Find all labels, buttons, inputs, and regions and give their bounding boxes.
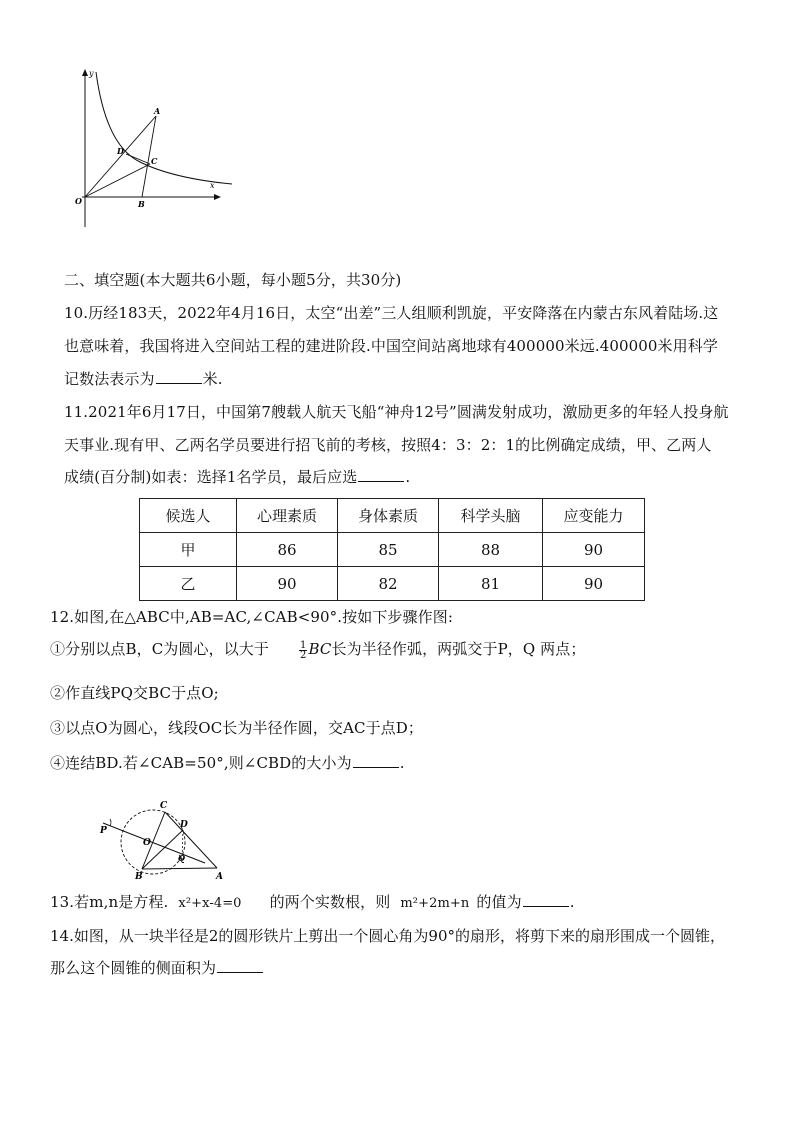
q11-answer-blank[interactable] (358, 467, 404, 482)
table-cell: 88 (439, 533, 543, 567)
q10-answer-blank[interactable] (156, 369, 202, 384)
q12-step3: ③以点O为圆心，线段OC长为半径作圆，交AC于点D； (50, 719, 424, 737)
label-A: A (216, 872, 223, 880)
bc-variable: BC (308, 640, 332, 658)
label-Q: Q (178, 853, 185, 863)
q10-line2: 也意味着，我国将进入空间站工程的建进阶段.中国空间站离地球有400000米远.400000米用科学 (64, 337, 718, 355)
table-header-cell: 应变能力 (543, 499, 645, 533)
q12-step4-before: ④连结BD.若∠CAB=50°,则∠CBD的大小为 (50, 754, 352, 772)
q12-answer-blank[interactable] (353, 753, 399, 768)
q10-line1: 10.历经183天，2022年4月16日，太空“出差”三人组顺利凯旋，平安降落在内蒙古东风着陆场.这 (64, 304, 719, 322)
label-D: D (117, 146, 124, 156)
label-O: O (75, 196, 82, 206)
fraction-one-half: $\frac{1}{2}$ (300, 639, 307, 661)
segment-AB (142, 868, 217, 869)
label-A: A (154, 106, 161, 116)
q11-text-before: 成绩(百分制)如表：选择1名学员，最后应选 (64, 468, 358, 486)
triangle-construction-figure (95, 795, 235, 880)
table-header-cell: 科学头脑 (439, 499, 543, 533)
q14-line1: 14.如图，从一块半径是2的圆形铁片上剪出一个圆心角为90°的扇形，将剪下来的扇形围成一个圆锥， (50, 927, 725, 945)
q10-text-before: 记数法表示为 (64, 370, 155, 388)
table-cell: 82 (338, 567, 439, 601)
q12-step4 (50, 753, 405, 773)
table-cell: 90 (237, 567, 338, 601)
q14-answer-blank[interactable] (217, 958, 263, 973)
label-x: x (210, 181, 215, 190)
table-cell: 甲 (140, 533, 237, 567)
table-cell: 81 (439, 567, 543, 601)
label-D: D (180, 820, 188, 830)
q11-text-after: . (405, 468, 411, 486)
table-cell: 90 (543, 533, 645, 567)
q11-line3 (64, 467, 410, 487)
label-C: C (160, 801, 168, 811)
q13-answer-blank[interactable] (523, 892, 569, 907)
score-table (139, 498, 645, 601)
table-cell: 乙 (140, 567, 237, 601)
arc-mark-P (110, 819, 111, 826)
label-C: C (151, 156, 158, 166)
label-y: y (89, 69, 94, 78)
q13-suffix: 的值为 (476, 893, 522, 911)
q10-line3 (64, 369, 223, 389)
hyperbola-curve (96, 72, 232, 184)
q12-step1-before: ①分别以点B，C为圆心，以大于 (50, 640, 270, 658)
label-B: B (138, 199, 145, 209)
segment-OC (85, 164, 150, 197)
q12-step4-after: . (399, 754, 405, 772)
q12-intro: 12.如图,在△ABC中,AB=AC,∠CAB<90°.按如下步骤作图: (50, 608, 453, 626)
q14-line2 (50, 958, 264, 978)
table-header-cell: 身体素质 (338, 499, 439, 533)
q12-step2: ②作直线PQ交BC于点O; (50, 684, 219, 702)
q13-suffix-after: . (569, 893, 575, 911)
label-B: B (135, 872, 143, 880)
label-O: O (143, 838, 151, 848)
table-cell: 86 (237, 533, 338, 567)
q13-middle: 的两个实数根，则 (269, 893, 391, 911)
segment-DC (126, 154, 150, 164)
q11-line2: 天事业.现有甲、乙两名学员要进行招飞前的考核，按照4：3：2：1的比例确定成绩，甲、乙两人 (64, 436, 712, 454)
q10-text-after: 米. (202, 370, 223, 388)
table-header-row (140, 499, 645, 533)
section-heading: 二、填空题(本大题共6小题，每小题5分，共30分) (64, 271, 402, 289)
table-header-cell: 候选人 (140, 499, 237, 533)
table-row (140, 567, 645, 601)
table-row (140, 533, 645, 567)
table-cell: 85 (338, 533, 439, 567)
q11-line1: 11.2021年6月17日，中国第7艘载人航天飞船“神舟12号”圆满发射成功，激励更多的年轻人投身航 (64, 403, 729, 421)
hyperbola-figure (60, 62, 240, 232)
label-P: P (100, 826, 107, 836)
q13-expr: m²+2m+n (400, 896, 470, 911)
q12-step1 (50, 639, 585, 660)
table-cell: 90 (543, 567, 645, 601)
table-header-cell: 心理素质 (237, 499, 338, 533)
segment-BD (142, 830, 183, 869)
segment-OA (85, 116, 156, 197)
q13-equation: x²+x-4=0 (178, 896, 242, 911)
q13-line (50, 892, 575, 914)
q13-prefix: 13.若m,n是方程. (50, 893, 169, 911)
q14-text-before: 那么这个圆锥的侧面积为 (50, 959, 217, 977)
q12-step1-after: 长为半径作弧，两弧交于P，Q 两点； (331, 640, 586, 658)
